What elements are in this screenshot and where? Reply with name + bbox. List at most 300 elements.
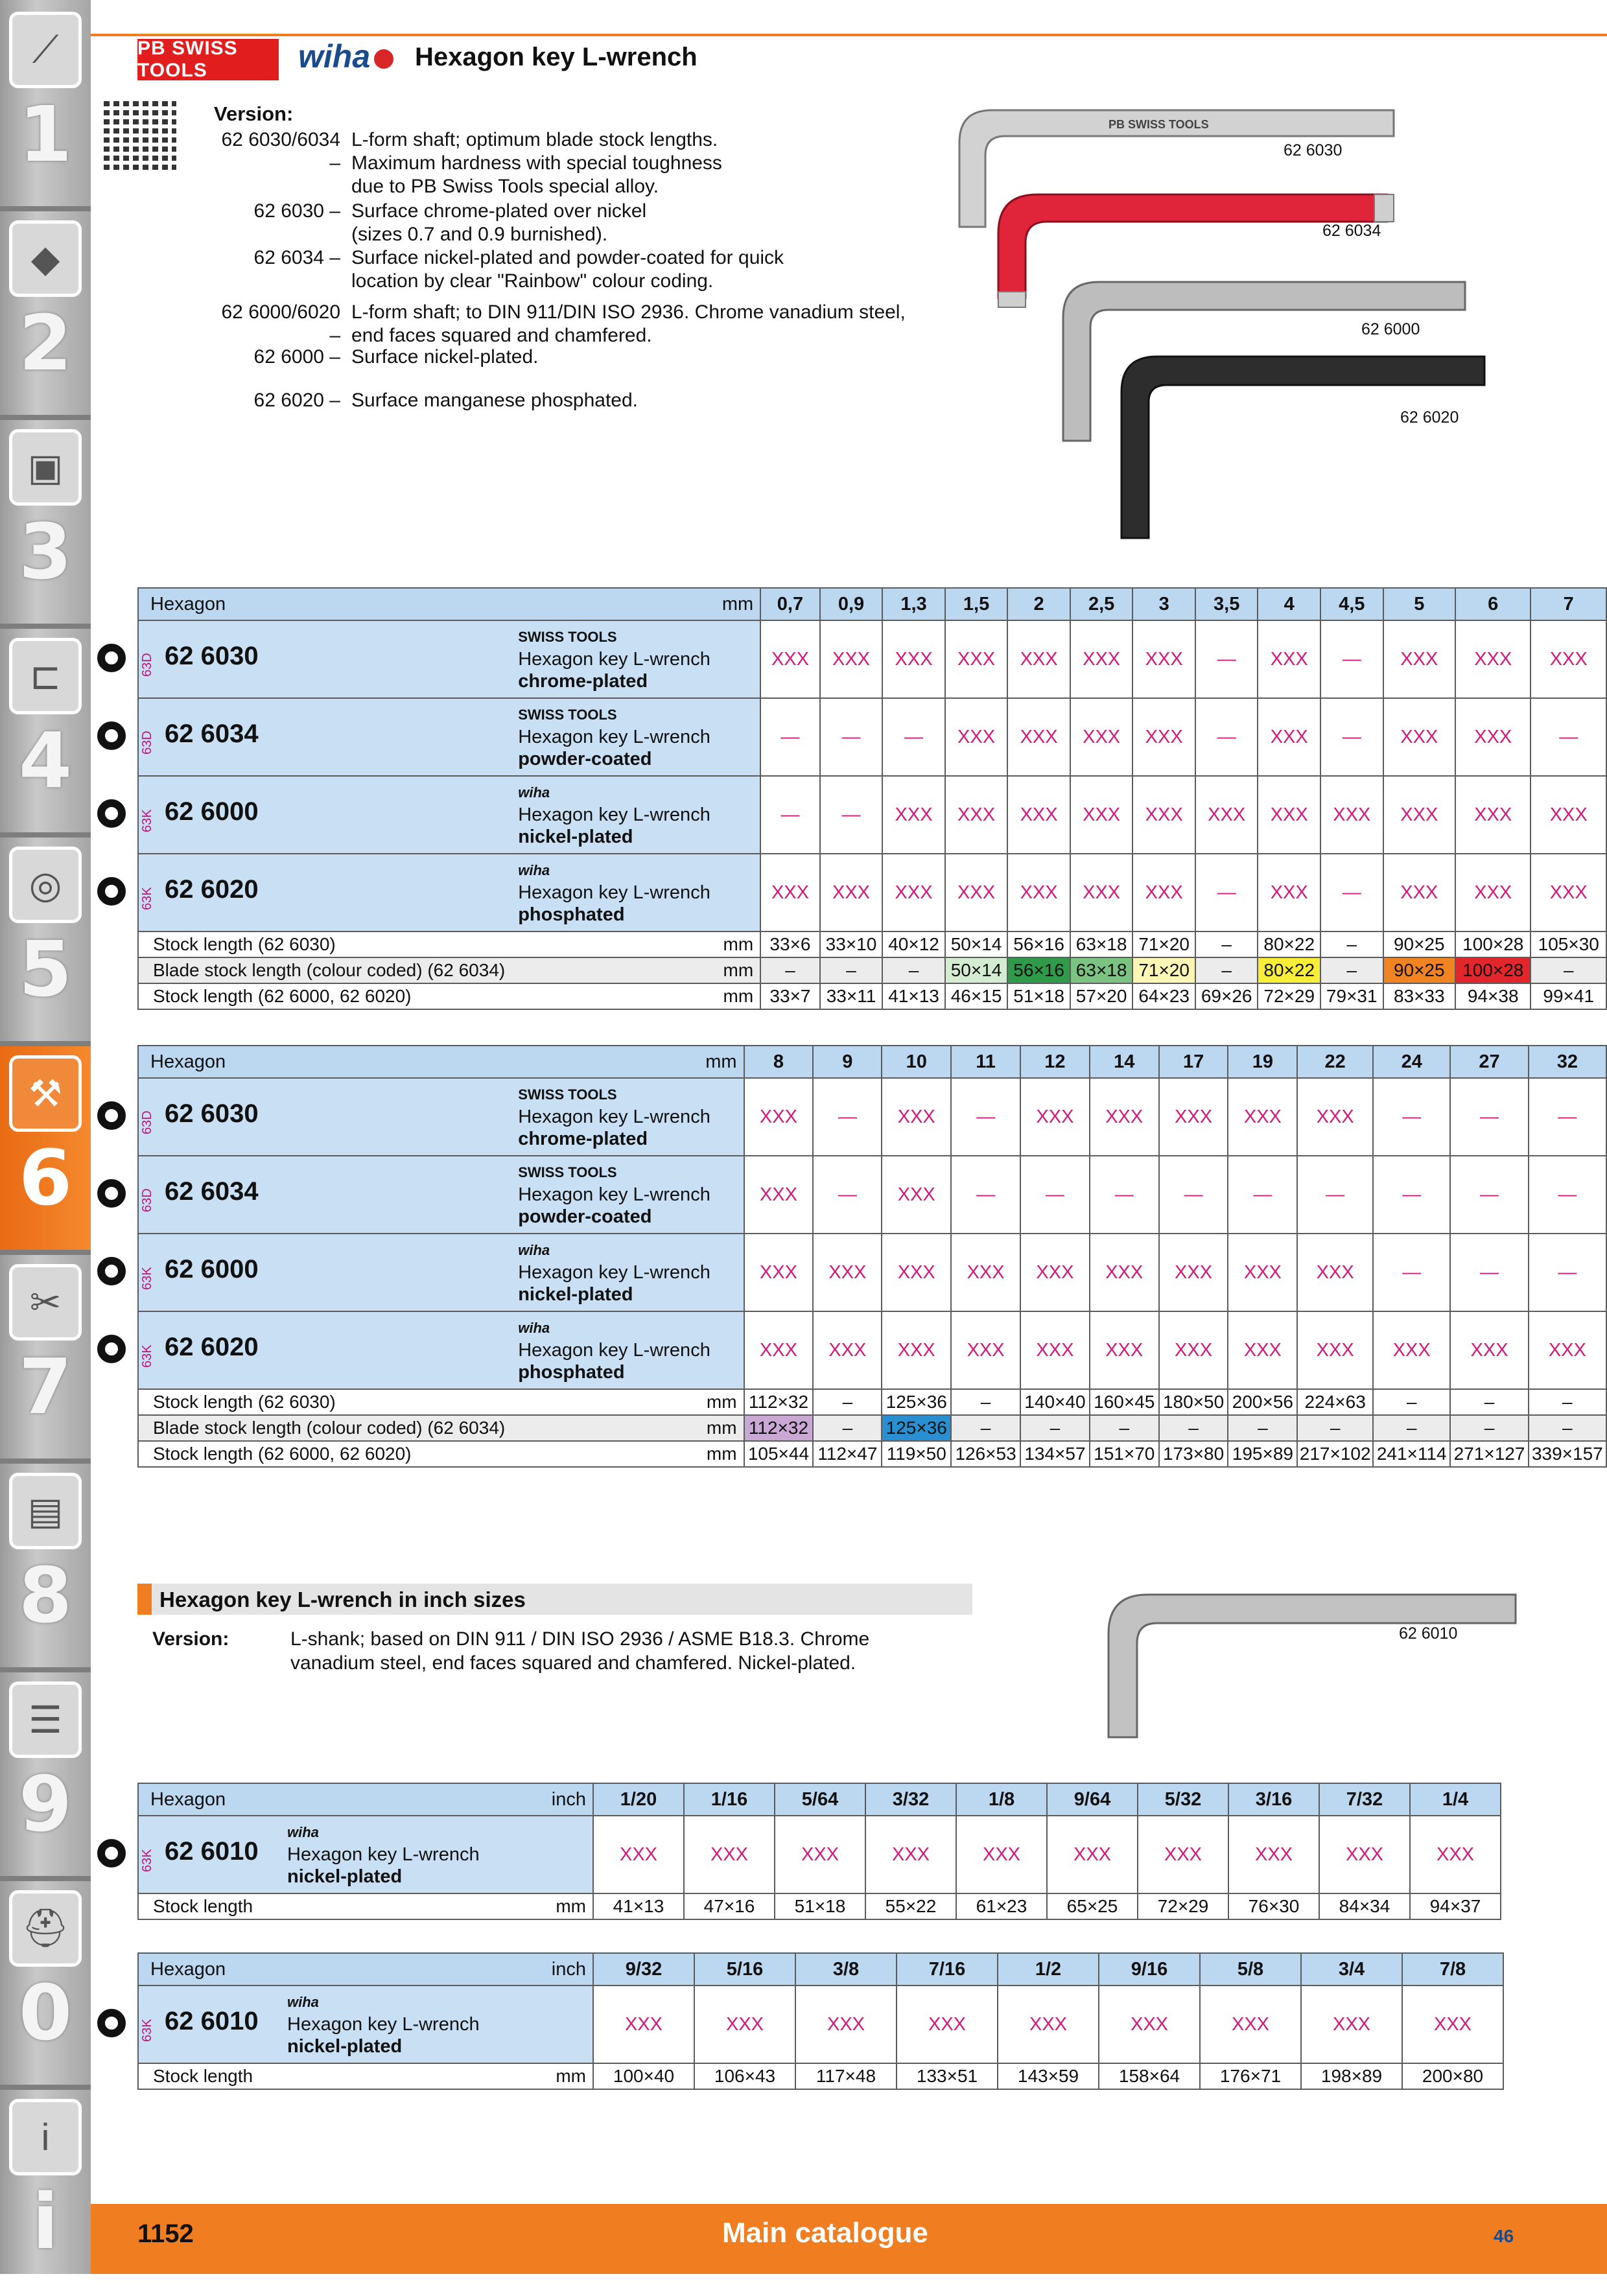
product-code[interactable]: 62 6034 [165, 720, 259, 748]
stock-cell: 50×14 [945, 957, 1008, 983]
caliper-icon: ⊏ [9, 638, 82, 714]
version-key: 62 6034 – [253, 247, 340, 268]
size-header: 11 [951, 1046, 1020, 1078]
product-code-cell [138, 1234, 505, 1311]
stock-cell: 47×16 [684, 1893, 775, 1919]
stock-length-row [138, 931, 1606, 957]
version-value: Surface nickel-plated and powder-coated for quick location by clear "Rainbow" colour coding. [351, 247, 784, 292]
size-header: 1/2 [998, 1953, 1099, 1986]
availability-cell: — [1195, 854, 1258, 931]
stock-cell: 90×25 [1383, 957, 1455, 983]
chuck-icon: ▣ [9, 429, 82, 506]
size-header: 6 [1455, 588, 1531, 620]
availability-cell: XXX [1320, 776, 1383, 854]
availability-cell: XXX [882, 776, 945, 854]
page-title: Hexagon key L-wrench [415, 43, 698, 71]
availability-cell: XXX [760, 620, 820, 698]
availability-cell: — [1531, 698, 1606, 776]
stock-cell: 158×64 [1099, 2063, 1200, 2089]
product-finish: nickel-plated [518, 1284, 633, 1305]
availability-cell: XXX [1132, 854, 1195, 931]
stock-cell: – [1529, 1415, 1606, 1441]
availability-cell: XXX [1070, 620, 1133, 698]
stock-cell: – [1450, 1415, 1528, 1441]
size-header: 24 [1373, 1046, 1450, 1078]
stock-cell: 51×18 [1007, 983, 1070, 1009]
hexagon-label: Hexagon [138, 1046, 505, 1078]
availability-cell: XXX [684, 1816, 775, 1893]
sidebar-tab-number: 3 [18, 507, 73, 596]
product-code[interactable]: 62 6010 [165, 2007, 259, 2035]
insert-icon: ◆ [9, 220, 82, 297]
stock-cell: 46×15 [945, 983, 1008, 1009]
availability-cell: XXX [1070, 776, 1133, 854]
stock-unit: mm [274, 1893, 593, 1919]
availability-cell: XXX [1090, 1234, 1159, 1311]
sidebar-tab-number: 0 [18, 1968, 73, 2057]
catalogue-tag: 63K [140, 1849, 154, 1872]
size-header: 17 [1159, 1046, 1228, 1078]
stock-cell: 61×23 [956, 1893, 1047, 1919]
availability-cell: XXX [1159, 1078, 1228, 1156]
availability-cell: XXX [1297, 1234, 1373, 1311]
availability-cell: XXX [1132, 698, 1195, 776]
availability-cell: XXX [1020, 1234, 1090, 1311]
stock-cell: 217×102 [1297, 1441, 1373, 1467]
stock-cell: 56×16 [1007, 957, 1070, 983]
availability-cell: XXX [813, 1234, 882, 1311]
stock-unit: mm [274, 2063, 593, 2089]
stock-cell: 339×157 [1529, 1441, 1606, 1467]
availability-cell: XXX [1455, 620, 1531, 698]
sidebar-tab-number: 6 [18, 1133, 73, 1223]
availability-cell: XXX [1383, 854, 1455, 931]
wiha-logo: wiha [298, 38, 393, 75]
product-desc-cell [505, 1311, 744, 1389]
sidebar-tab-7[interactable] [0, 1252, 91, 1461]
size-header-row [138, 1953, 1503, 1986]
product-row [138, 698, 1606, 776]
brand-mark: SWISS TOOLS [518, 629, 617, 645]
stock-cell: 80×22 [1258, 957, 1320, 983]
catalogue-tag: 63K [140, 1344, 154, 1368]
stock-cell: 133×51 [897, 2063, 998, 2089]
sidebar-tab-number: i [32, 2177, 59, 2266]
product-finish: nickel-plated [518, 826, 633, 847]
availability-cell: XXX [1455, 854, 1531, 931]
product-code[interactable]: 62 6030 [165, 642, 259, 670]
product-desc-cell [274, 1986, 593, 2063]
stock-label: Stock length [138, 1893, 274, 1919]
availability-cell: XXX [1455, 776, 1531, 854]
product-desc-cell [505, 1078, 744, 1156]
stock-cell: 200×56 [1228, 1389, 1297, 1415]
product-row [138, 1156, 1606, 1234]
sidebar-divider [0, 624, 91, 629]
availability-cell: XXX [1099, 1986, 1200, 2063]
brand-mark: wiha [518, 862, 550, 878]
product-finish: nickel-plated [287, 1866, 403, 1887]
size-header-row [138, 1046, 1606, 1078]
availability-cell: — [820, 698, 883, 776]
availability-cell: XXX [1070, 698, 1133, 776]
availability-cell: XXX [882, 1078, 951, 1156]
stock-cell: 65×25 [1047, 1893, 1138, 1919]
stock-cell: 41×13 [882, 983, 945, 1009]
product-code[interactable]: 62 6020 [165, 1333, 259, 1361]
availability-cell: — [951, 1078, 1020, 1156]
availability-cell: XXX [1529, 1311, 1606, 1389]
stock-cell: 83×33 [1383, 983, 1455, 1009]
inch-version-desc: L-shank; based on DIN 911 / DIN ISO 2936 / ASME B18.3. Chrome vanadium steel, end faces squared and chamfered. Nickel-plated. [290, 1628, 870, 1674]
size-header: 12 [1020, 1046, 1090, 1078]
sidebar-tab-0[interactable] [0, 1879, 91, 2087]
stock-cell: 72×29 [1138, 1893, 1228, 1919]
size-header: 7 [1531, 588, 1606, 620]
stock-cell: 99×41 [1531, 983, 1606, 1009]
safety-icon: ⛑ [9, 1890, 82, 1967]
product-code[interactable]: 62 6030 [165, 1099, 259, 1128]
product-code[interactable]: 62 6000 [165, 797, 259, 826]
sidebar-divider [0, 206, 91, 211]
availability-cell: — [1228, 1156, 1297, 1234]
stock-cell: 140×40 [1020, 1389, 1090, 1415]
product-code-cell [138, 1311, 505, 1389]
pliers-icon: ✂ [9, 1264, 82, 1341]
version-value: L-form shaft; to DIN 911/DIN ISO 2936. Chrome vanadium steel, end faces squared and chamfered. [351, 301, 906, 346]
sidebar-tab-8[interactable] [0, 1461, 91, 1670]
stock-cell: 33×11 [820, 983, 883, 1009]
wrench-screwdriver-icon: ⚒ [9, 1055, 82, 1132]
stock-cell: 112×32 [744, 1389, 814, 1415]
availability-cell: XXX [744, 1234, 814, 1311]
availability-cell: XXX [1383, 698, 1455, 776]
inch-version-label: Version: [152, 1628, 229, 1650]
sidebar-divider [0, 1250, 91, 1255]
product-desc-cell [505, 854, 760, 931]
stock-cell: 125×36 [882, 1389, 951, 1415]
sidebar-tab-number: 2 [18, 298, 73, 388]
stock-cell: 57×20 [1070, 983, 1133, 1009]
product-code[interactable]: 62 6000 [165, 1255, 259, 1283]
size-header: 1/20 [593, 1783, 684, 1816]
availability-cell: XXX [1383, 620, 1455, 698]
hexagon-label: Hexagon [138, 1783, 274, 1816]
size-header: 27 [1450, 1046, 1528, 1078]
size-header: 5/8 [1200, 1953, 1301, 1986]
availability-cell: XXX [744, 1311, 814, 1389]
size-header: 5 [1383, 588, 1455, 620]
availability-cell: XXX [760, 854, 820, 931]
size-header: 5/64 [775, 1783, 865, 1816]
section-sidebar [0, 0, 91, 2274]
size-header: 1/4 [1410, 1783, 1501, 1816]
sidebar-tab-6[interactable] [0, 1044, 91, 1252]
sidebar-tab-number: 5 [18, 924, 73, 1014]
availability-cell: XXX [795, 1986, 897, 2063]
image-label-626030: 62 6030 [1284, 141, 1343, 159]
stock-unit: mm [505, 1441, 744, 1467]
product-finish: chrome-plated [518, 671, 648, 692]
spec-table-4 [137, 1952, 1504, 2090]
size-header: 10 [882, 1046, 951, 1078]
size-header: 1,5 [945, 588, 1008, 620]
availability-cell: XXX [882, 854, 945, 931]
size-header: 0,9 [820, 588, 883, 620]
product-code[interactable]: 62 6010 [165, 1837, 259, 1866]
availability-cell: XXX [1007, 620, 1070, 698]
availability-cell: XXX [945, 854, 1008, 931]
availability-cell: XXX [945, 620, 1008, 698]
version-key: 62 6030 – [253, 200, 340, 222]
size-header: 8 [744, 1046, 814, 1078]
sidebar-tab-number: 8 [18, 1551, 73, 1640]
spec-table-2 [137, 1045, 1607, 1468]
spec-table-3 [137, 1783, 1501, 1920]
stock-cell: 64×23 [1132, 983, 1195, 1009]
size-header: 4,5 [1320, 588, 1383, 620]
product-code-cell [138, 1986, 274, 2063]
spec-table-1 [137, 587, 1607, 1010]
size-header: 1/8 [956, 1783, 1047, 1816]
availability-cell: XXX [1455, 698, 1531, 776]
product-row [138, 1078, 1606, 1156]
size-header-row [138, 588, 1606, 620]
stock-length-row [138, 1389, 1606, 1415]
availability-cell: — [1529, 1156, 1606, 1234]
size-header: 9/32 [593, 1953, 694, 1986]
product-desc: Hexagon key L-wrench [518, 804, 710, 825]
size-header: 32 [1529, 1046, 1606, 1078]
unit-label: inch [274, 1953, 593, 1986]
version-value: L-form shaft; optimum blade stock lengths. Maximum hardness with special toughness due to PB Swiss Tools special alloy. [351, 129, 722, 197]
hex-bullet-icon [97, 721, 126, 750]
size-header: 1/16 [684, 1783, 775, 1816]
availability-cell: XXX [882, 1311, 951, 1389]
product-desc: Hexagon key L-wrench [518, 649, 710, 670]
size-header: 7/16 [897, 1953, 998, 1986]
size-header: 22 [1297, 1046, 1373, 1078]
product-row [138, 620, 1606, 698]
stock-cell: – [1195, 957, 1258, 983]
stock-cell: 143×59 [998, 2063, 1099, 2089]
availability-cell: XXX [1132, 620, 1195, 698]
size-header: 7/32 [1319, 1783, 1410, 1816]
brand-mark: wiha [518, 1242, 550, 1258]
catalogue-tag: 63D [140, 1110, 154, 1134]
image-label-626020: 62 6020 [1400, 408, 1459, 427]
availability-cell: — [1373, 1078, 1450, 1156]
availability-cell: XXX [1258, 620, 1320, 698]
availability-cell: XXX [1258, 698, 1320, 776]
availability-cell: — [1529, 1234, 1606, 1311]
catalogue-tag: 63D [140, 653, 154, 677]
availability-cell: XXX [744, 1078, 814, 1156]
availability-cell: XXX [1228, 1816, 1319, 1893]
product-desc-cell [505, 1156, 744, 1234]
stock-cell: 51×18 [775, 1893, 865, 1919]
availability-cell: XXX [1531, 854, 1606, 931]
product-desc-cell [505, 620, 760, 698]
availability-cell: XXX [1410, 1816, 1501, 1893]
version-key: 62 6000/6020 – [221, 301, 340, 346]
stock-unit: mm [505, 1389, 744, 1415]
availability-cell: XXX [1319, 1816, 1410, 1893]
stock-cell: 112×47 [813, 1441, 882, 1467]
availability-cell: — [760, 698, 820, 776]
stock-cell: 41×13 [593, 1893, 684, 1919]
availability-cell: XXX [1297, 1078, 1373, 1156]
version-value: Surface manganese phosphated. [351, 390, 638, 411]
availability-cell: XXX [1047, 1816, 1138, 1893]
brand-mark: wiha [287, 1994, 319, 2010]
availability-cell: — [1090, 1156, 1159, 1234]
product-code[interactable]: 62 6034 [165, 1177, 259, 1206]
sidebar-tab-3[interactable] [0, 417, 91, 626]
availability-cell: — [1320, 620, 1383, 698]
stock-cell: – [1020, 1415, 1090, 1441]
stock-cell: 106×43 [694, 2063, 795, 2089]
availability-cell: XXX [882, 1234, 951, 1311]
stock-cell: 33×10 [820, 931, 883, 957]
availability-cell: XXX [1195, 776, 1258, 854]
catalogue-tag: 63D [140, 1188, 154, 1212]
wrench-engraving: PB SWISS TOOLS [1108, 118, 1209, 131]
product-code-cell [138, 854, 505, 931]
availability-cell: XXX [1531, 776, 1606, 854]
stock-cell: – [1320, 931, 1383, 957]
stock-unit: mm [505, 983, 760, 1009]
availability-cell: XXX [945, 776, 1008, 854]
size-header: 14 [1090, 1046, 1159, 1078]
product-desc-cell [505, 698, 760, 776]
footer-title: Main catalogue [722, 2217, 928, 2249]
product-code-cell [138, 776, 505, 854]
sidebar-divider [0, 2085, 91, 2090]
availability-cell: — [1450, 1156, 1528, 1234]
cabinet-icon: ☰ [9, 1681, 82, 1758]
availability-cell: XXX [945, 698, 1008, 776]
availability-cell: XXX [744, 1156, 814, 1234]
stock-label: Stock length [138, 2063, 274, 2089]
stock-cell: 55×22 [865, 1893, 956, 1919]
size-header: 9/16 [1099, 1953, 1200, 1986]
availability-cell: XXX [882, 1156, 951, 1234]
sidebar-tab-9[interactable] [0, 1670, 91, 1879]
stock-cell: 224×63 [1297, 1389, 1373, 1415]
stock-cell: 69×26 [1195, 983, 1258, 1009]
stock-cell: – [1531, 957, 1606, 983]
stock-cell: 198×89 [1301, 2063, 1402, 2089]
stock-cell: – [1195, 931, 1258, 957]
availability-cell: XXX [897, 1986, 998, 2063]
availability-cell: XXX [1531, 620, 1606, 698]
product-code[interactable]: 62 6020 [165, 875, 259, 904]
product-row [138, 1816, 1501, 1893]
sidebar-tab-4[interactable] [0, 626, 91, 835]
sidebar-divider [0, 1458, 91, 1464]
availability-cell: XXX [865, 1816, 956, 1893]
stock-cell: 176×71 [1200, 2063, 1301, 2089]
size-header: 7/8 [1402, 1953, 1503, 1986]
availability-cell: XXX [1258, 776, 1320, 854]
sidebar-tab-number: 4 [18, 716, 73, 805]
product-desc: Hexagon key L-wrench [518, 882, 710, 903]
brand-mark: SWISS TOOLS [518, 1086, 617, 1103]
size-header: 9 [813, 1046, 882, 1078]
availability-cell: — [1450, 1078, 1528, 1156]
product-desc: Hexagon key L-wrench [518, 1340, 710, 1361]
availability-cell: XXX [1402, 1986, 1503, 2063]
stock-cell: – [1297, 1415, 1373, 1441]
availability-cell: XXX [1020, 1311, 1090, 1389]
size-header: 2,5 [1070, 588, 1133, 620]
availability-cell: XXX [1200, 1986, 1301, 2063]
sidebar-tab-2[interactable] [0, 209, 91, 417]
stock-cell: 72×29 [1258, 983, 1320, 1009]
availability-cell: — [1320, 854, 1383, 931]
stock-cell: 200×80 [1402, 2063, 1503, 2089]
availability-cell: — [1297, 1156, 1373, 1234]
size-header: 3 [1132, 588, 1195, 620]
stock-cell: 126×53 [951, 1441, 1020, 1467]
size-header: 4 [1258, 588, 1320, 620]
product-desc: Hexagon key L-wrench [518, 1262, 710, 1283]
stock-cell: – [1159, 1415, 1228, 1441]
image-label-626010: 62 6010 [1399, 1624, 1458, 1643]
hexagon-label: Hexagon [138, 1953, 274, 1986]
availability-cell: — [951, 1156, 1020, 1234]
hex-bullet-icon [97, 1101, 126, 1130]
product-code-cell [138, 620, 505, 698]
product-desc: Hexagon key L-wrench [287, 2014, 480, 2035]
sidebar-tab-1[interactable] [0, 0, 91, 209]
stock-cell: 94×37 [1410, 1893, 1501, 1919]
stock-cell: 119×50 [882, 1441, 951, 1467]
size-header: 5/32 [1138, 1783, 1228, 1816]
stock-cell: 50×14 [945, 931, 1008, 957]
availability-cell: XXX [956, 1816, 1047, 1893]
sidebar-tab-5[interactable] [0, 835, 91, 1044]
sidebar-divider [0, 832, 91, 838]
stock-length-row [138, 957, 1606, 983]
brand-mark: wiha [518, 1320, 550, 1336]
stock-cell: 76×30 [1228, 1893, 1319, 1919]
inch-wrench-image [1102, 1582, 1517, 1744]
sidebar-tab-i[interactable] [0, 2087, 91, 2296]
stock-cell: – [1529, 1389, 1606, 1415]
availability-cell: XXX [882, 620, 945, 698]
size-header: 5/16 [694, 1953, 795, 1986]
hex-bullet-icon [97, 644, 126, 672]
size-header: 3,5 [1195, 588, 1258, 620]
image-label-626000: 62 6000 [1361, 320, 1420, 338]
stock-cell: – [1373, 1389, 1450, 1415]
availability-cell: — [1373, 1156, 1450, 1234]
footer-section-number: 46 [1494, 2226, 1514, 2246]
unit-label: inch [274, 1783, 593, 1816]
size-header: 2 [1007, 588, 1070, 620]
image-label-626034: 62 6034 [1322, 222, 1381, 240]
stock-cell: – [1450, 1389, 1528, 1415]
availability-cell: XXX [1007, 698, 1070, 776]
stock-cell: 71×20 [1132, 931, 1195, 957]
availability-cell: — [1195, 698, 1258, 776]
inch-section-title: Hexagon key L-wrench in inch sizes [159, 1587, 526, 1611]
product-finish: powder-coated [518, 1206, 652, 1227]
stock-cell: – [813, 1389, 882, 1415]
catalogue-tag: 63K [140, 2019, 154, 2042]
